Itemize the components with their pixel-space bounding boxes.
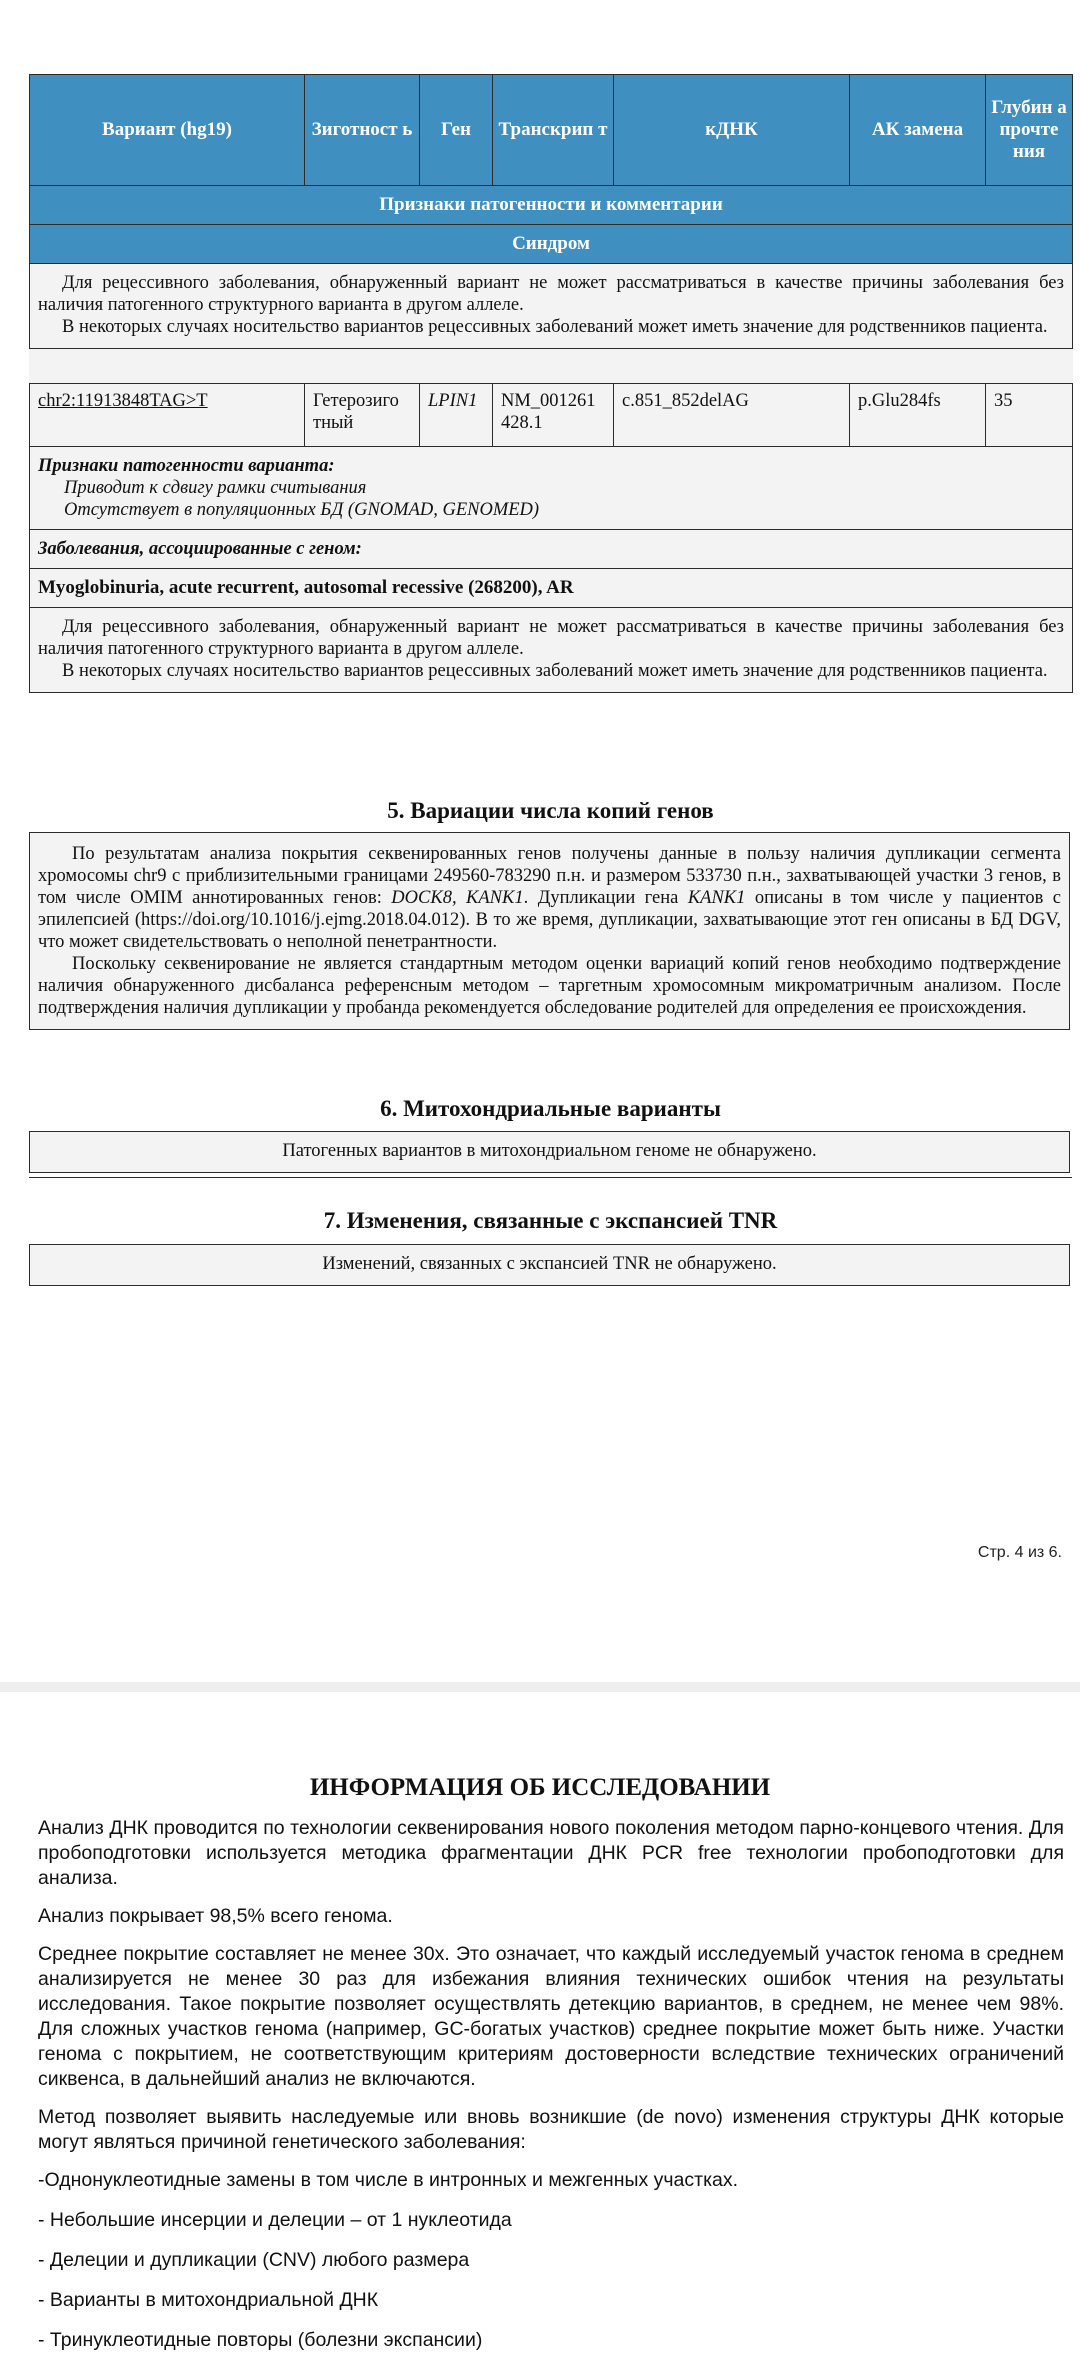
info-list	[38, 2168, 1064, 2353]
header-cdna: кДНК	[614, 75, 850, 186]
list-item: - Варианты в митохондриальной ДНК	[38, 2289, 379, 2311]
disease-row	[30, 569, 1073, 608]
aa-change-cell: p.Glu284fs	[850, 384, 986, 447]
mito-box: Патогенных вариантов в митохондриальном геноме не обнаружено.	[29, 1131, 1070, 1173]
table-spacer	[30, 349, 1073, 384]
section5-title: 5. Вариации числа копий генов	[387, 798, 714, 823]
list-item: - Тринуклеотидные повторы (болезни экспансии)	[38, 2329, 483, 2351]
header-variant: Вариант (hg19)	[30, 75, 305, 186]
mito-box-tail	[29, 1177, 1072, 1178]
pathogenicity-heading: Признаки патогенности варианта:	[38, 456, 335, 476]
header-gene: Ген	[420, 75, 493, 186]
disease-heading-row	[30, 530, 1073, 569]
disease-cell	[30, 569, 1073, 608]
recessive-note	[30, 264, 1073, 349]
recessive-note-row-1	[30, 264, 1073, 349]
page-divider	[0, 1682, 1080, 1692]
zygosity-cell: Гетерозиго тный	[305, 384, 420, 447]
info-paragraph: Анализ ДНК проводится по технологии секвенирования нового поколения методом парно-концевого чтения. Для пробоподготовки используется методика фрагментации ДНК PCR free технологии пробоподготовки для анализа.	[38, 1817, 1064, 1889]
info-paragraph: Среднее покрытие составляет не менее 30х. Это означает, что каждый исследуемый участок генома в среднем анализируется не менее 30 раз для избежания влияния технических ошибок чтения на результаты исследования. Такое покрытие позволяет осуществлять детекцию вариантов, в среднем, не менее чем 98%. Для сложных участков генома (например, GC-богатых участков) среднее покрытие может быть ниже. Участки генома с покрытием, не соответствующим критериям достоверности вследствие технических ограничений сиквенса, в дальнейший анализ не включаются.	[38, 1943, 1064, 2090]
header-aa-change: АК замена	[850, 75, 986, 186]
cnv-text-c: описаны в том числе у пациентов с эпилепсией (https://doi.org/10.1016/j.ejmg.2018.04.012). В то же время, дупликации, захватывающие этот ген описаны в БД DGV, что может свидетельствовать о неполной пенетрантности.	[38, 888, 1061, 952]
header-transcript: Транскрип т	[493, 75, 614, 186]
pathogenicity-item: Приводит к сдвигу рамки считывания	[64, 478, 367, 498]
pathogenicity-item: Отсутствует в популяционных БД (GNOMAD, GENOMED)	[64, 500, 540, 520]
recessive-note-text-2: В некоторых случаях носительство вариантов рецессивных заболеваний может иметь значение для родственников пациента.	[62, 661, 1048, 681]
disease-heading-cell	[30, 530, 1073, 569]
table-row	[30, 384, 1073, 447]
subheader-pathogenicity: Признаки патогенности и комментарии	[30, 186, 1073, 225]
pathogenicity-cell	[30, 447, 1073, 530]
list-item: -Однонуклеотидные замены в том числе в интронных и межгенных участках.	[38, 2169, 739, 2191]
depth-cell: 35	[986, 384, 1073, 447]
info-paragraph: Метод позволяет выявить наследуемые или вновь возникшие (de novo) изменения структуры ДНК которые могут являться причиной генетического заболевания:	[38, 2106, 1064, 2153]
subheader-syndrome: Синдром	[30, 225, 1073, 264]
transcript-cell: NM_001261 428.1	[493, 384, 614, 447]
cnv-gene-kank1: KANK1	[687, 888, 746, 908]
cnv-text-b: . Дупликации гена	[523, 888, 688, 908]
report-page-5	[0, 1692, 1080, 2351]
variants-table	[29, 74, 1073, 693]
table-header-row	[30, 75, 1073, 186]
cnv-paragraph-2: Поскольку секвенирование не является стандартным методом оценки вариаций копий генов необходимо подтверждение наличия обнаруженного дисбаланса референсным методом – таргетным хромосомным микроматричным анализом. После подтверждения наличия дупликации у пробанда рекомендуется обследование родителей для определения ее происхождения.	[38, 954, 1061, 1018]
section7-title: 7. Изменения, связанные с экспансией TNR	[323, 1208, 778, 1233]
tnr-box: Изменений, связанных с экспансией TNR не обнаружено.	[29, 1244, 1070, 1286]
cdna-cell: c.851_852delAG	[614, 384, 850, 447]
page-number: Стр. 4 из 6.	[977, 1544, 1062, 1561]
recessive-note-row-2	[30, 608, 1073, 693]
info-paragraph: Анализ покрывает 98,5% всего генома.	[38, 1905, 393, 1927]
section6-title: 6. Митохондриальные варианты	[380, 1096, 721, 1121]
recessive-note-text-1: Для рецессивного заболевания, обнаруженный вариант не может рассматриваться в качестве причины заболевания без наличия патогенного структурного варианта в другом аллеле.	[38, 273, 1064, 315]
cnv-genes: DOCK8, KANK1	[391, 888, 524, 908]
header-depth: Глубин а прочте ния	[986, 75, 1073, 186]
variant-cell[interactable]: chr2:11913848TAG>T	[30, 384, 305, 447]
list-item: - Делеции и дупликации (CNV) любого размера	[38, 2249, 470, 2271]
subheader-syndrome-row	[30, 225, 1073, 264]
cnv-text-a: По результатам анализа покрытия секвенированных генов получены данные в пользу наличия дупликации сегмента хромосомы chr9 с приблизительными границами 249560-783290 п.н. и размером 533730 п.н., захватывающей участки 3 генов, в том числе OMIM аннотированных генов:	[38, 844, 1061, 908]
gene-cell: LPIN1	[420, 384, 493, 447]
disease-name: Myoglobinuria, acute recurrent, autosomal recessive (268200), AR	[38, 577, 574, 598]
cnv-box	[29, 832, 1070, 1030]
info-title: ИНФОРМАЦИЯ ОБ ИССЛЕДОВАНИИ	[309, 1774, 771, 1801]
info-body	[38, 1816, 1064, 2368]
subheader-pathogenicity-row	[30, 186, 1073, 225]
pathogenicity-row	[30, 447, 1073, 530]
recessive-note-text-1: Для рецессивного заболевания, обнаруженный вариант не может рассматриваться в качестве причины заболевания без наличия патогенного структурного варианта в другом аллеле.	[38, 617, 1064, 659]
recessive-note	[30, 608, 1073, 693]
cnv-paragraph-1	[38, 843, 1061, 953]
list-item: - Небольшие инсерции и делеции – от 1 нуклеотида	[38, 2209, 512, 2231]
header-zygosity: Зиготност ь	[305, 75, 420, 186]
disease-heading: Заболевания, ассоциированные с геном:	[38, 539, 362, 559]
recessive-note-text-2: В некоторых случаях носительство вариантов рецессивных заболеваний может иметь значение для родственников пациента.	[62, 317, 1048, 337]
